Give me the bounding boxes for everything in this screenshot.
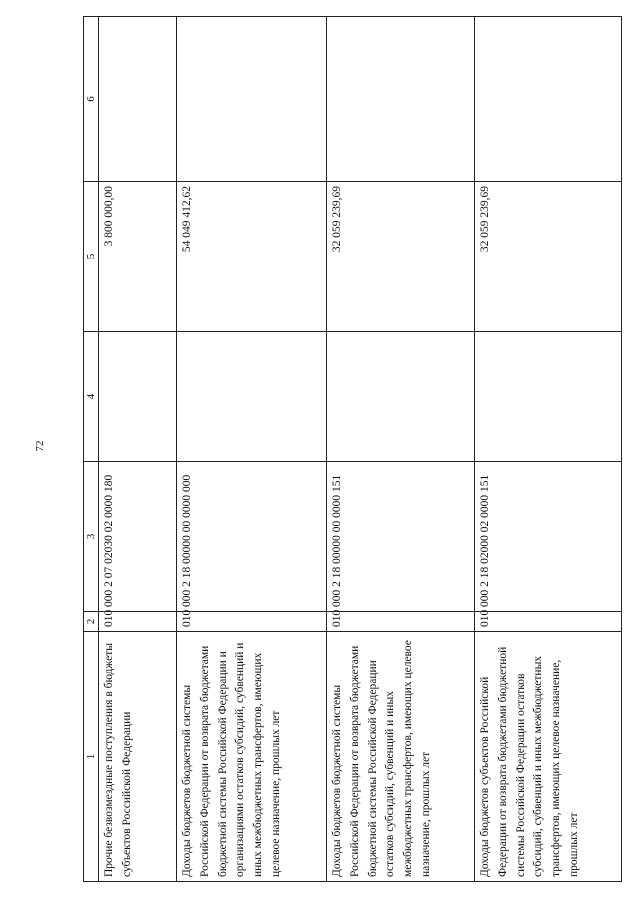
row-col6 — [99, 17, 177, 182]
row-col4 — [327, 332, 475, 462]
row-name: Прочие безвозмездные поступления в бюджеты субъектов Российской Федерации — [99, 632, 177, 882]
row-line-code: 010 — [475, 612, 622, 632]
column-header-5: 5 — [84, 182, 99, 332]
row-col4 — [99, 332, 177, 462]
rotated-table-container — [83, 17, 620, 882]
table-row — [177, 17, 327, 882]
row-revenue-code: 000 2 18 00000 00 0000 000 — [177, 462, 327, 612]
row-name: Доходы бюджетов бюджетной системы Российской Федерации от возврата бюджетами бюджетной системы Российской Федерации и организациями остатков субсидий, субвенций и иных межбюджетных трансфертов, имеющих целевое назначение, прошлых лет — [177, 632, 327, 882]
page-number: 72 — [34, 440, 46, 452]
row-amount: 54 049 412,62 — [177, 182, 327, 332]
table-row — [475, 17, 622, 882]
column-header-1: 1 — [84, 632, 99, 882]
column-header-6: 6 — [84, 17, 99, 182]
budget-revenue-table — [83, 16, 622, 882]
row-col6 — [327, 17, 475, 182]
column-header-4: 4 — [84, 332, 99, 462]
column-header-2: 2 — [84, 612, 99, 632]
table-row — [327, 17, 475, 882]
row-line-code: 010 — [177, 612, 327, 632]
row-name: Доходы бюджетов субъектов Российской Федерации от возврата бюджетами бюджетной системы Российской Федерации остатков субсидий, субвенций и иных межбюджетных трансфертов, имеющих целевое назначение, прошлых лет — [475, 632, 622, 882]
row-amount: 3 800 000,00 — [99, 182, 177, 332]
column-header-3: 3 — [84, 462, 99, 612]
row-revenue-code: 000 2 18 02000 02 0000 151 — [475, 462, 622, 612]
row-line-code: 010 — [99, 612, 177, 632]
row-col6 — [177, 17, 327, 182]
row-name: Доходы бюджетов бюджетной системы Российской Федерации от возврата бюджетами бюджетной системы Российской Федерации остатков субсидий, субвенций и иных межбюджетных трансфертов, имеющих целевое назначение, прошлых лет — [327, 632, 475, 882]
row-revenue-code: 000 2 18 00000 00 0000 151 — [327, 462, 475, 612]
row-col4 — [177, 332, 327, 462]
row-col6 — [475, 17, 622, 182]
table-wrapper — [83, 17, 620, 882]
row-amount: 32 059 239,69 — [327, 182, 475, 332]
table-row — [99, 17, 177, 882]
row-revenue-code: 000 2 07 02030 02 0000 180 — [99, 462, 177, 612]
row-col4 — [475, 332, 622, 462]
row-amount: 32 059 239,69 — [475, 182, 622, 332]
header-row — [84, 17, 99, 882]
row-line-code: 010 — [327, 612, 475, 632]
